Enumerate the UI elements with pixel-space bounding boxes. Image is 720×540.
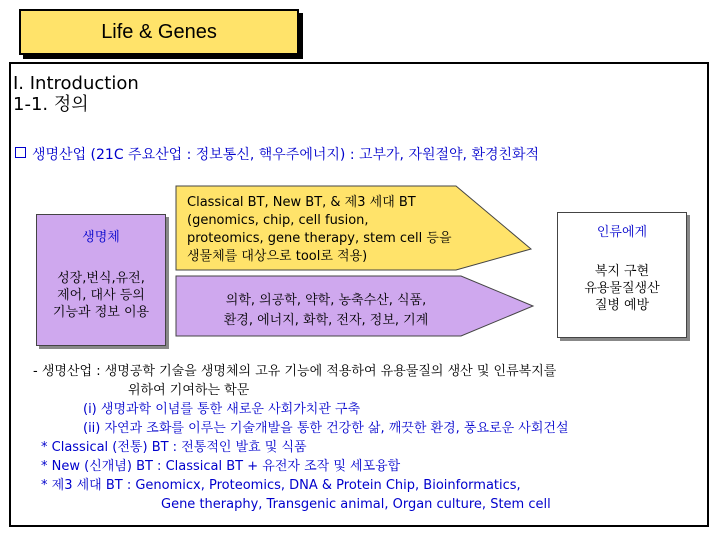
description-line-2: 위하여 기여하는 학문 xyxy=(128,383,250,398)
organism-title: 생명체 xyxy=(82,230,120,245)
humanity-line-1: 복지 구현 xyxy=(594,264,650,279)
organism-line-3: 기능과 정보 이용 xyxy=(52,305,150,320)
humanity-title: 인류에게 xyxy=(596,225,648,240)
upper-arrow-line-4: 생물체를 대상으로 tool로 적용) xyxy=(187,249,368,264)
description-line-3: (i) 생명과학 이념를 통한 새로운 사회가치관 구축 xyxy=(83,402,361,417)
upper-arrow-line-3: proteomics, gene therapy, stem cell 등을 xyxy=(187,231,452,246)
organism-line-2: 제어, 대사 등의 xyxy=(57,288,145,303)
upper-arrow-line-2: (genomics, chip, cell fusion, xyxy=(187,213,369,228)
lower-arrow-line-1: 의학, 의공학, 약학, 농축수산, 식품, xyxy=(225,293,427,308)
bullet-text: 생명산업 (21C 주요산업 : 정보통신, 핵우주에너지) : 고부가, 자원절약, 환경친화적 xyxy=(32,147,540,163)
lower-arrow-text xyxy=(191,291,461,331)
slide-title: Life & Genes xyxy=(101,20,217,43)
organism-line-1: 성장,번식,유전, xyxy=(57,271,145,286)
description-line-5: * Classical (전통) BT : 전통적인 발효 및 식품 xyxy=(41,440,307,455)
description-line-1: - 생명산업 : 생명공학 기술을 생명체의 고유 기능에 적용하여 유용물질의 생산 및 인류복지를 xyxy=(33,364,557,379)
description-line-8: Gene theraphy, Transgenic animal, Organ culture, Stem cell xyxy=(161,497,551,512)
description-line-4: (ii) 자연과 조화를 이루는 기술개발을 통한 건강한 삶, 깨끗한 환경, 풍요로운 사회건설 xyxy=(83,421,569,436)
upper-arrow-line-1: Classical BT, New BT, & 제3 세대 BT xyxy=(187,195,416,210)
content-frame xyxy=(9,62,709,527)
heading-introduction: I. Introduction xyxy=(13,73,139,94)
lower-arrow-line-2: 환경, 에너지, 화학, 전자, 정보, 기계 xyxy=(223,313,429,328)
upper-arrow-text xyxy=(187,194,452,266)
heading-definition: 1-1. 정의 xyxy=(13,94,89,115)
description-line-7: * 제3 세대 BT : Genomicx, Proteomics, DNA & Protein Chip, Bioinformatics, xyxy=(41,478,521,493)
humanity-box xyxy=(557,212,687,338)
title-box xyxy=(19,9,299,55)
organism-box xyxy=(36,214,166,346)
humanity-line-3: 질병 예방 xyxy=(594,298,650,313)
description-line-6: * New (신개념) BT : Classical BT + 유전자 조작 및 세포융합 xyxy=(41,459,401,474)
humanity-line-2: 유용물질생산 xyxy=(584,281,660,296)
